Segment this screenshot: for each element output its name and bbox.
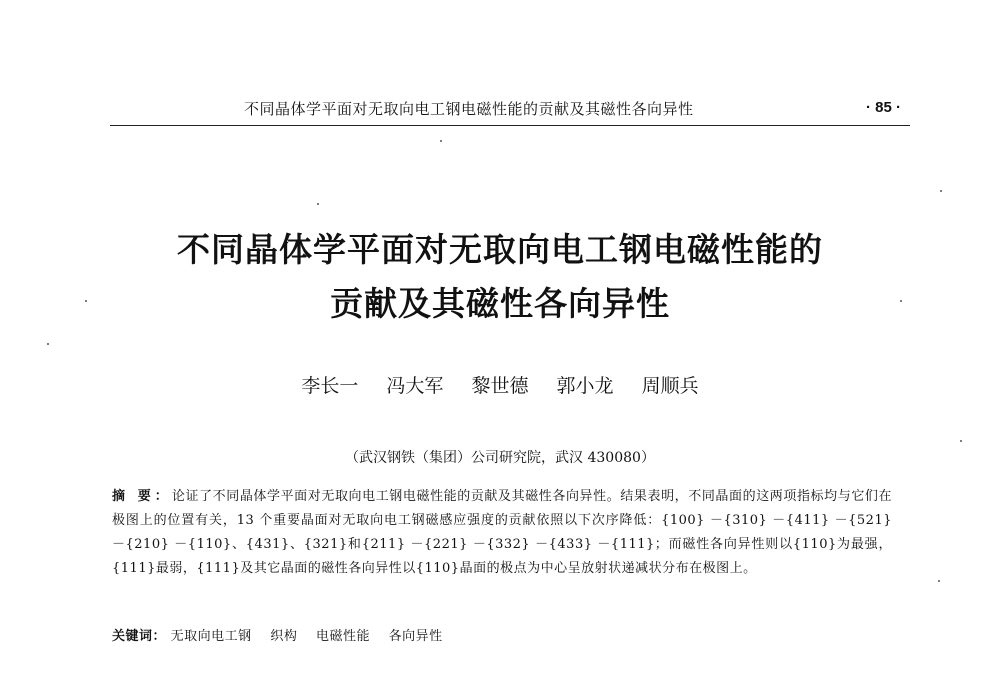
scan-speck — [900, 300, 902, 302]
header-rule — [110, 125, 910, 126]
page-number: · 85 · — [866, 99, 902, 116]
author-name: 周顺兵 — [641, 375, 699, 397]
author-name: 黎世德 — [471, 375, 529, 397]
scan-speck — [960, 440, 962, 442]
keyword: 无取向电工钢 — [170, 629, 252, 644]
keyword: 织构 — [270, 629, 298, 644]
keyword: 各向异性 — [388, 629, 443, 644]
abstract-text: 论证了不同晶体学平面对无取向电工钢电磁性能的贡献及其磁性各向异性。结果表明，不同晶面的这两项指标均与它们在极图上的位置有关，13 个重要晶面对无取向电工钢磁感应强度的贡献依照以下次序降低：{100} －{310} －{411} －{521} －{210} －{110}、{431}、{321}和{211} －{221} －{332} －{433} －{111}；而磁性各向异性则以{110}为最强，{111}最弱，{111}及其它晶面的磁性各向异性以{110}晶面的极点为中心呈放射状递减状分布在极图上。 — [112, 489, 892, 576]
author-list — [0, 371, 1000, 398]
paper-title — [0, 223, 1000, 331]
author-name: 冯大军 — [386, 375, 444, 397]
abstract — [112, 485, 892, 581]
paper-title-line-1: 不同晶体学平面对无取向电工钢电磁性能的 — [177, 230, 823, 269]
keyword: 电磁性能 — [315, 629, 370, 644]
affiliation: （武汉钢铁（集团）公司研究院，武汉 430080） — [345, 450, 655, 466]
scan-speck — [85, 300, 87, 302]
running-header: 不同晶体学平面对无取向电工钢电磁性能的贡献及其磁性各向异性 — [244, 100, 694, 118]
author-name: 李长一 — [301, 375, 359, 397]
scan-speck — [940, 190, 942, 192]
paper-title-line-2: 贡献及其磁性各向异性 — [330, 284, 670, 323]
keywords — [112, 625, 457, 644]
scan-speck — [938, 580, 940, 582]
scan-speck — [47, 343, 49, 345]
abstract-label: 摘 要： — [112, 489, 172, 504]
keywords-label: 关键词： — [112, 629, 167, 644]
scan-speck — [317, 203, 319, 205]
scan-speck — [440, 140, 442, 142]
author-name: 郭小龙 — [556, 375, 614, 397]
